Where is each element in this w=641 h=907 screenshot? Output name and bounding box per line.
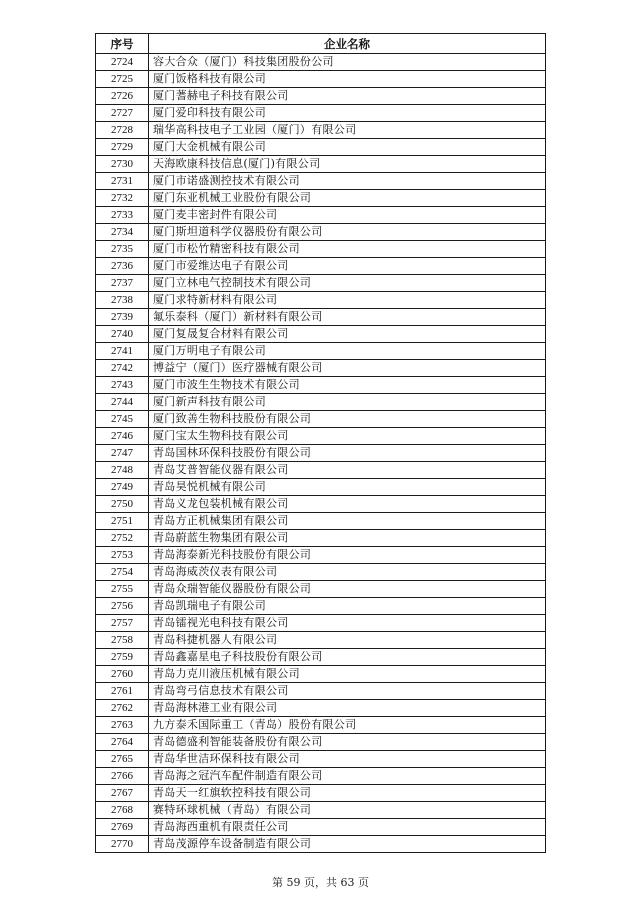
row-number: 2740 (96, 326, 149, 343)
table-row (96, 819, 546, 836)
row-number: 2730 (96, 156, 149, 173)
company-name: 青岛凯瑞电子有限公司 (149, 598, 546, 615)
row-number: 2728 (96, 122, 149, 139)
table-row (96, 258, 546, 275)
row-number: 2761 (96, 683, 149, 700)
table-row (96, 581, 546, 598)
company-name: 瑞华高科技电子工业园（厦门）有限公司 (149, 122, 546, 139)
row-number: 2768 (96, 802, 149, 819)
row-number: 2739 (96, 309, 149, 326)
company-name: 青岛镭视光电科技有限公司 (149, 615, 546, 632)
company-name: 厦门致善生物科技股份有限公司 (149, 411, 546, 428)
company-name: 厦门市波生生物技术有限公司 (149, 377, 546, 394)
table-row (96, 241, 546, 258)
company-name: 青岛天一红旗软控科技有限公司 (149, 785, 546, 802)
table-row (96, 190, 546, 207)
company-name: 容大合众（厦门）科技集团股份公司 (149, 54, 546, 71)
table-row (96, 513, 546, 530)
row-number: 2733 (96, 207, 149, 224)
table-row (96, 717, 546, 734)
row-number: 2731 (96, 173, 149, 190)
row-number: 2754 (96, 564, 149, 581)
table-header-row (96, 34, 546, 54)
company-name: 青岛海西重机有限责任公司 (149, 819, 546, 836)
table-row (96, 547, 546, 564)
table-row (96, 207, 546, 224)
table-row (96, 632, 546, 649)
company-name: 厦门立林电气控制技术有限公司 (149, 275, 546, 292)
row-number: 2769 (96, 819, 149, 836)
row-number: 2735 (96, 241, 149, 258)
company-name: 青岛昊悦机械有限公司 (149, 479, 546, 496)
row-number: 2726 (96, 88, 149, 105)
row-number: 2748 (96, 462, 149, 479)
company-name: 青岛蔚蓝生物集团有限公司 (149, 530, 546, 547)
table-body (96, 54, 546, 853)
company-name: 青岛海林港工业有限公司 (149, 700, 546, 717)
table-row (96, 666, 546, 683)
table-row (96, 326, 546, 343)
company-name: 青岛海威茨仪表有限公司 (149, 564, 546, 581)
company-name: 青岛海泰新光科技股份有限公司 (149, 547, 546, 564)
row-number: 2753 (96, 547, 149, 564)
table-row (96, 394, 546, 411)
column-header-company-name: 企业名称 (149, 34, 546, 54)
company-name: 青岛众瑞智能仪器股份有限公司 (149, 581, 546, 598)
table-row (96, 785, 546, 802)
company-name: 厦门饭格科技有限公司 (149, 71, 546, 88)
row-number: 2727 (96, 105, 149, 122)
row-number: 2757 (96, 615, 149, 632)
row-number: 2756 (96, 598, 149, 615)
company-name: 厦门蓍赫电子科技有限公司 (149, 88, 546, 105)
table-row (96, 479, 546, 496)
row-number: 2725 (96, 71, 149, 88)
table-row (96, 768, 546, 785)
row-number: 2759 (96, 649, 149, 666)
company-name: 天海欧康科技信息(厦门)有限公司 (149, 156, 546, 173)
row-number: 2755 (96, 581, 149, 598)
company-name: 青岛艾普智能仪器有限公司 (149, 462, 546, 479)
row-number: 2751 (96, 513, 149, 530)
company-name: 厦门爱印科技有限公司 (149, 105, 546, 122)
company-list-table (95, 33, 546, 853)
row-number: 2742 (96, 360, 149, 377)
row-number: 2750 (96, 496, 149, 513)
company-name: 青岛茂源停车设备制造有限公司 (149, 836, 546, 853)
row-number: 2737 (96, 275, 149, 292)
company-name: 青岛科捷机器人有限公司 (149, 632, 546, 649)
table-row (96, 292, 546, 309)
table-row (96, 598, 546, 615)
row-number: 2765 (96, 751, 149, 768)
table-row (96, 683, 546, 700)
row-number: 2763 (96, 717, 149, 734)
table-row (96, 700, 546, 717)
row-number: 2758 (96, 632, 149, 649)
page-footer: 第 59 页，共 63 页 (272, 876, 369, 889)
table-row (96, 105, 546, 122)
table-row (96, 54, 546, 71)
company-name: 厦门麦丰密封件有限公司 (149, 207, 546, 224)
row-number: 2760 (96, 666, 149, 683)
table-row (96, 360, 546, 377)
row-number: 2752 (96, 530, 149, 547)
company-name: 厦门大金机械有限公司 (149, 139, 546, 156)
company-name: 氟乐泰科（厦门）新材料有限公司 (149, 309, 546, 326)
table-row (96, 156, 546, 173)
table-row (96, 122, 546, 139)
company-name: 厦门新声科技有限公司 (149, 394, 546, 411)
row-number: 2747 (96, 445, 149, 462)
company-name: 青岛义龙包装机械有限公司 (149, 496, 546, 513)
row-number: 2770 (96, 836, 149, 853)
row-number: 2729 (96, 139, 149, 156)
table-row (96, 309, 546, 326)
table-row (96, 377, 546, 394)
company-name: 赛特环球机械（青岛）有限公司 (149, 802, 546, 819)
company-name: 厦门市松竹精密科技有限公司 (149, 241, 546, 258)
company-name: 青岛弯弓信息技术有限公司 (149, 683, 546, 700)
row-number: 2749 (96, 479, 149, 496)
row-number: 2743 (96, 377, 149, 394)
table-row (96, 734, 546, 751)
company-name: 青岛国林环保科技股份有限公司 (149, 445, 546, 462)
company-name: 九方泰禾国际重工（青岛）股份有限公司 (149, 717, 546, 734)
company-name: 青岛方正机械集团有限公司 (149, 513, 546, 530)
company-name: 厦门东亚机械工业股份有限公司 (149, 190, 546, 207)
row-number: 2746 (96, 428, 149, 445)
table-row (96, 139, 546, 156)
row-number: 2745 (96, 411, 149, 428)
row-number: 2766 (96, 768, 149, 785)
table-row (96, 445, 546, 462)
row-number: 2732 (96, 190, 149, 207)
table-row (96, 615, 546, 632)
table-row (96, 71, 546, 88)
table-row (96, 836, 546, 853)
company-name: 厦门宝太生物科技有限公司 (149, 428, 546, 445)
table-row (96, 275, 546, 292)
company-name: 厦门复晟复合材料有限公司 (149, 326, 546, 343)
table-row (96, 88, 546, 105)
row-number: 2741 (96, 343, 149, 360)
row-number: 2762 (96, 700, 149, 717)
row-number: 2744 (96, 394, 149, 411)
table-row (96, 802, 546, 819)
table-row (96, 428, 546, 445)
company-name: 厦门市爱维达电子有限公司 (149, 258, 546, 275)
company-name: 厦门市诺盛测控技术有限公司 (149, 173, 546, 190)
table-row (96, 224, 546, 241)
row-number: 2724 (96, 54, 149, 71)
row-number: 2767 (96, 785, 149, 802)
table-row (96, 343, 546, 360)
table-row (96, 411, 546, 428)
row-number: 2734 (96, 224, 149, 241)
company-name: 青岛鑫嘉星电子科技股份有限公司 (149, 649, 546, 666)
company-name: 博益宁（厦门）医疗器械有限公司 (149, 360, 546, 377)
company-name: 青岛德盛利智能装备股份有限公司 (149, 734, 546, 751)
company-name: 青岛力克川液压机械有限公司 (149, 666, 546, 683)
table-row (96, 496, 546, 513)
column-header-number: 序号 (96, 34, 149, 54)
row-number: 2764 (96, 734, 149, 751)
table-row (96, 751, 546, 768)
company-name: 青岛海之冠汽车配件制造有限公司 (149, 768, 546, 785)
row-number: 2738 (96, 292, 149, 309)
company-name: 厦门斯坦道科学仪器股份有限公司 (149, 224, 546, 241)
table-row (96, 173, 546, 190)
table-row (96, 564, 546, 581)
table-row (96, 530, 546, 547)
company-name: 青岛华世洁环保科技有限公司 (149, 751, 546, 768)
company-name: 厦门求特新材料有限公司 (149, 292, 546, 309)
table-row (96, 649, 546, 666)
table-row (96, 462, 546, 479)
row-number: 2736 (96, 258, 149, 275)
company-name: 厦门万明电子有限公司 (149, 343, 546, 360)
